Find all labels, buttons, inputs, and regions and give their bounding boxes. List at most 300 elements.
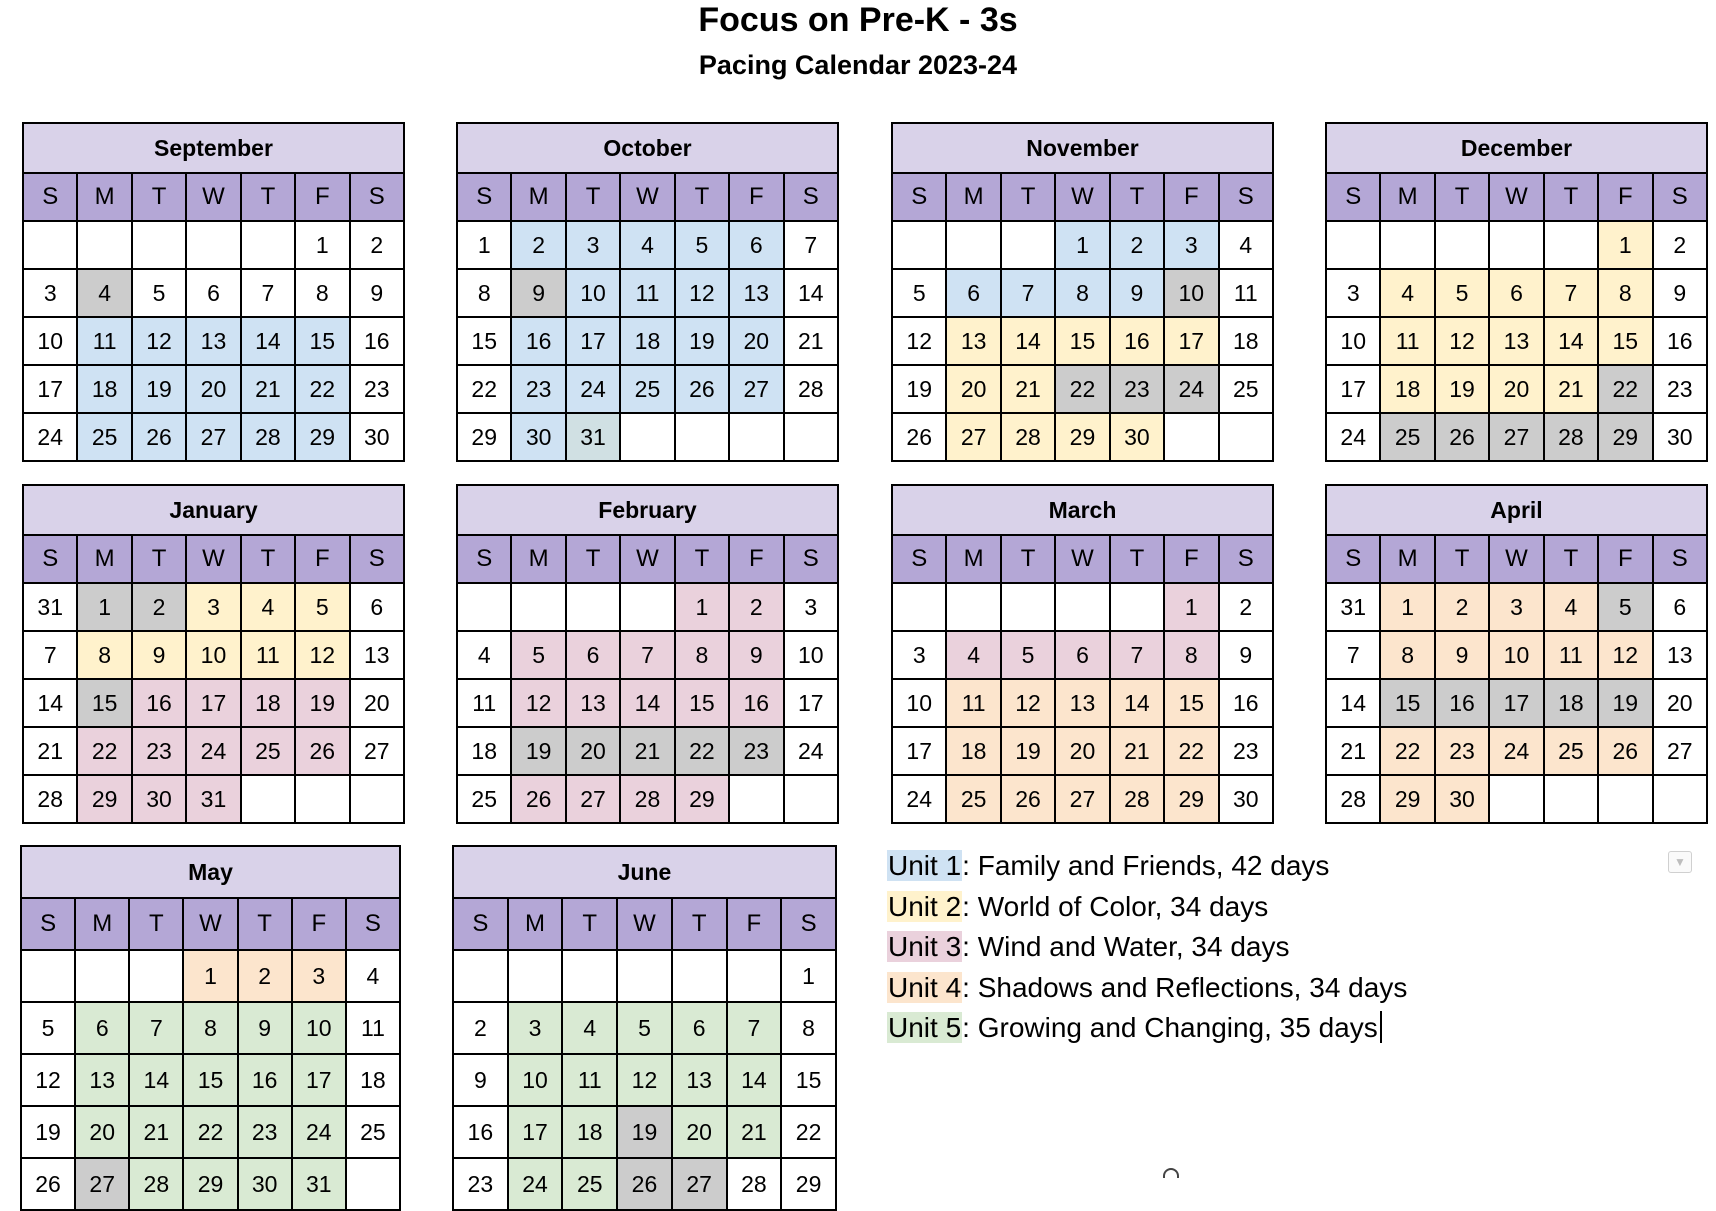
day-cell: 5 xyxy=(1001,631,1055,679)
legend-item xyxy=(887,1008,1407,1049)
day-cell: 7 xyxy=(1326,631,1380,679)
day-cell xyxy=(21,950,75,1002)
day-cell: 13 xyxy=(186,317,240,365)
month-name: June xyxy=(453,846,836,898)
weekday-header: T xyxy=(132,173,186,221)
week-row xyxy=(457,317,838,365)
weekday-header: W xyxy=(620,173,674,221)
weekday-header: S xyxy=(457,535,511,583)
day-cell xyxy=(946,221,1000,269)
day-cell xyxy=(892,221,946,269)
day-cell: 17 xyxy=(1326,365,1380,413)
day-cell: 13 xyxy=(1055,679,1109,727)
day-cell: 19 xyxy=(1001,727,1055,775)
weekday-header: S xyxy=(1653,173,1707,221)
legend-unit-label: Unit 1 xyxy=(888,850,962,881)
day-cell: 28 xyxy=(620,775,674,823)
day-cell xyxy=(241,775,295,823)
day-cell: 30 xyxy=(1653,413,1707,461)
day-cell: 6 xyxy=(729,221,783,269)
day-cell: 21 xyxy=(784,317,838,365)
day-cell: 15 xyxy=(1380,679,1434,727)
legend-item xyxy=(887,927,1407,968)
weekday-header: F xyxy=(292,898,346,950)
weekday-header: T xyxy=(675,535,729,583)
day-cell xyxy=(729,413,783,461)
day-cell: 17 xyxy=(892,727,946,775)
weekday-header: T xyxy=(672,898,727,950)
day-cell: 3 xyxy=(23,269,77,317)
chevron-down-icon[interactable]: ▼ xyxy=(1668,851,1692,873)
weekday-header: T xyxy=(1001,173,1055,221)
day-cell: 22 xyxy=(183,1106,237,1158)
weekday-header: W xyxy=(620,535,674,583)
day-cell: 16 xyxy=(1435,679,1489,727)
month-calendar xyxy=(1325,484,1708,824)
day-cell: 10 xyxy=(1164,269,1218,317)
day-cell: 5 xyxy=(675,221,729,269)
week-row xyxy=(892,365,1273,413)
day-cell xyxy=(457,583,511,631)
week-row xyxy=(1326,365,1707,413)
day-cell: 4 xyxy=(620,221,674,269)
weekday-header: T xyxy=(562,898,617,950)
legend-unit-label: Unit 5 xyxy=(888,1012,962,1043)
day-cell: 20 xyxy=(946,365,1000,413)
weekday-header: F xyxy=(729,173,783,221)
week-row xyxy=(21,1106,400,1158)
weekday-header: M xyxy=(508,898,563,950)
week-row xyxy=(457,583,838,631)
day-cell xyxy=(1489,775,1543,823)
day-cell xyxy=(946,583,1000,631)
day-cell: 17 xyxy=(1489,679,1543,727)
day-cell: 15 xyxy=(77,679,131,727)
day-cell xyxy=(1219,413,1274,461)
week-row xyxy=(453,1054,836,1106)
day-cell: 10 xyxy=(1326,317,1380,365)
day-cell: 25 xyxy=(77,413,131,461)
day-cell: 23 xyxy=(1110,365,1164,413)
day-cell: 15 xyxy=(183,1054,237,1106)
day-cell: 15 xyxy=(1598,317,1652,365)
weekday-header: F xyxy=(729,535,783,583)
day-cell: 1 xyxy=(675,583,729,631)
day-cell: 13 xyxy=(946,317,1000,365)
day-cell: 23 xyxy=(132,727,186,775)
day-cell: 25 xyxy=(946,775,1000,823)
day-cell: 7 xyxy=(129,1002,183,1054)
day-cell xyxy=(617,950,672,1002)
weekday-header: S xyxy=(1219,535,1274,583)
day-cell: 21 xyxy=(129,1106,183,1158)
day-cell: 26 xyxy=(1001,775,1055,823)
month-name: September xyxy=(23,123,404,173)
day-cell: 1 xyxy=(1598,221,1652,269)
day-cell: 18 xyxy=(346,1054,400,1106)
day-cell: 30 xyxy=(132,775,186,823)
week-row xyxy=(23,317,404,365)
day-cell: 10 xyxy=(186,631,240,679)
day-cell: 20 xyxy=(1055,727,1109,775)
day-cell: 22 xyxy=(77,727,131,775)
day-cell: 24 xyxy=(1164,365,1218,413)
day-cell: 26 xyxy=(295,727,349,775)
day-cell: 15 xyxy=(1164,679,1218,727)
day-cell: 19 xyxy=(1598,679,1652,727)
day-cell: 22 xyxy=(295,365,349,413)
legend-unit-description: : World of Color, 34 days xyxy=(962,890,1269,922)
day-cell: 8 xyxy=(77,631,131,679)
day-cell: 20 xyxy=(1653,679,1707,727)
day-cell: 4 xyxy=(946,631,1000,679)
week-row xyxy=(1326,583,1707,631)
week-row xyxy=(21,950,400,1002)
day-cell: 28 xyxy=(1544,413,1598,461)
day-cell: 17 xyxy=(508,1106,563,1158)
weekday-header: S xyxy=(453,898,508,950)
day-cell: 26 xyxy=(1435,413,1489,461)
day-cell: 10 xyxy=(23,317,77,365)
day-cell: 16 xyxy=(511,317,565,365)
day-cell: 8 xyxy=(1380,631,1434,679)
day-cell xyxy=(129,950,183,1002)
weekday-header: S xyxy=(346,898,400,950)
day-cell: 14 xyxy=(620,679,674,727)
legend-unit-description: : Family and Friends, 42 days xyxy=(962,850,1330,881)
weekday-header: T xyxy=(1001,535,1055,583)
day-cell: 3 xyxy=(186,583,240,631)
day-cell: 18 xyxy=(1544,679,1598,727)
day-cell: 29 xyxy=(77,775,131,823)
day-cell: 22 xyxy=(1055,365,1109,413)
day-cell xyxy=(1001,583,1055,631)
day-cell: 8 xyxy=(457,269,511,317)
day-cell: 7 xyxy=(241,269,295,317)
day-cell: 8 xyxy=(1598,269,1652,317)
text-cursor xyxy=(1380,1011,1382,1043)
day-cell: 6 xyxy=(1653,583,1707,631)
day-cell: 17 xyxy=(23,365,77,413)
day-cell xyxy=(350,775,405,823)
weekday-header: S xyxy=(350,535,405,583)
day-cell: 30 xyxy=(238,1158,292,1210)
day-cell: 27 xyxy=(1489,413,1543,461)
weekday-header: S xyxy=(21,898,75,950)
day-cell xyxy=(672,950,727,1002)
day-cell: 9 xyxy=(1435,631,1489,679)
weekday-header: S xyxy=(784,173,838,221)
day-cell: 2 xyxy=(1219,583,1274,631)
day-cell xyxy=(511,583,565,631)
day-cell: 11 xyxy=(1219,269,1274,317)
day-cell: 9 xyxy=(729,631,783,679)
legend-unit-description: : Wind and Water, 34 days xyxy=(962,931,1290,962)
day-cell: 16 xyxy=(238,1054,292,1106)
month-calendar xyxy=(456,122,839,462)
week-row xyxy=(23,775,404,823)
day-cell: 15 xyxy=(675,679,729,727)
day-cell: 12 xyxy=(1001,679,1055,727)
day-cell: 21 xyxy=(620,727,674,775)
day-cell: 3 xyxy=(784,583,838,631)
day-cell: 21 xyxy=(727,1106,782,1158)
day-cell: 18 xyxy=(241,679,295,727)
weekday-header: T xyxy=(675,173,729,221)
day-cell: 5 xyxy=(892,269,946,317)
day-cell xyxy=(1489,221,1543,269)
day-cell: 10 xyxy=(892,679,946,727)
day-cell: 2 xyxy=(132,583,186,631)
weekday-header: S xyxy=(350,173,404,221)
week-row xyxy=(457,679,838,727)
weekday-header: T xyxy=(238,898,292,950)
weekday-header: M xyxy=(511,535,565,583)
legend-item xyxy=(887,887,1407,928)
day-cell: 6 xyxy=(566,631,620,679)
day-cell xyxy=(1110,583,1164,631)
day-cell: 30 xyxy=(1110,413,1164,461)
day-cell: 10 xyxy=(508,1054,563,1106)
day-cell: 5 xyxy=(21,1002,75,1054)
day-cell xyxy=(346,1158,400,1210)
day-cell: 7 xyxy=(727,1002,782,1054)
weekday-header: W xyxy=(186,535,240,583)
day-cell: 22 xyxy=(781,1106,836,1158)
day-cell xyxy=(241,221,295,269)
week-row xyxy=(453,1158,836,1210)
day-cell xyxy=(75,950,129,1002)
day-cell: 2 xyxy=(1435,583,1489,631)
day-cell: 22 xyxy=(457,365,511,413)
day-cell: 25 xyxy=(562,1158,617,1210)
day-cell: 18 xyxy=(77,365,131,413)
day-cell: 8 xyxy=(1164,631,1218,679)
unit-legend[interactable] xyxy=(887,846,1407,1049)
week-row xyxy=(457,269,838,317)
day-cell: 1 xyxy=(1055,221,1109,269)
day-cell: 8 xyxy=(183,1002,237,1054)
day-cell: 31 xyxy=(23,583,77,631)
week-row xyxy=(23,221,404,269)
month-calendar xyxy=(20,845,401,1211)
day-cell: 3 xyxy=(508,1002,563,1054)
day-cell: 27 xyxy=(566,775,620,823)
day-cell xyxy=(1001,221,1055,269)
day-cell: 13 xyxy=(350,631,405,679)
weekday-header: W xyxy=(1489,173,1543,221)
day-cell: 18 xyxy=(1219,317,1274,365)
day-cell xyxy=(1055,583,1109,631)
weekday-header: S xyxy=(892,173,946,221)
weekday-header: M xyxy=(77,173,131,221)
page-subtitle: Pacing Calendar 2023-24 xyxy=(698,50,1018,80)
day-cell: 17 xyxy=(1164,317,1218,365)
day-cell: 7 xyxy=(23,631,77,679)
day-cell: 18 xyxy=(562,1106,617,1158)
weekday-header: T xyxy=(566,173,620,221)
weekday-header: T xyxy=(1544,535,1598,583)
day-cell: 16 xyxy=(453,1106,508,1158)
day-cell: 5 xyxy=(295,583,349,631)
day-cell: 24 xyxy=(508,1158,563,1210)
day-cell: 14 xyxy=(1110,679,1164,727)
day-cell: 14 xyxy=(1544,317,1598,365)
day-cell: 29 xyxy=(183,1158,237,1210)
day-cell: 13 xyxy=(1489,317,1543,365)
day-cell xyxy=(186,221,240,269)
day-cell: 18 xyxy=(457,727,511,775)
week-row xyxy=(21,1002,400,1054)
week-row xyxy=(23,679,404,727)
day-cell: 19 xyxy=(892,365,946,413)
day-cell: 21 xyxy=(1110,727,1164,775)
day-cell: 21 xyxy=(1544,365,1598,413)
week-row xyxy=(892,221,1273,269)
day-cell: 24 xyxy=(1489,727,1543,775)
week-row xyxy=(23,727,404,775)
day-cell: 6 xyxy=(1055,631,1109,679)
week-row xyxy=(1326,413,1707,461)
day-cell: 14 xyxy=(1326,679,1380,727)
day-cell: 9 xyxy=(1110,269,1164,317)
week-row xyxy=(457,631,838,679)
day-cell: 3 xyxy=(892,631,946,679)
day-cell: 13 xyxy=(1653,631,1707,679)
day-cell xyxy=(784,413,838,461)
month-name: December xyxy=(1326,123,1707,173)
day-cell: 12 xyxy=(295,631,349,679)
day-cell: 12 xyxy=(1435,317,1489,365)
month-calendar xyxy=(452,845,837,1211)
weekday-header: T xyxy=(132,535,186,583)
day-cell: 20 xyxy=(566,727,620,775)
day-cell xyxy=(620,413,674,461)
day-cell xyxy=(132,221,186,269)
day-cell: 28 xyxy=(23,775,77,823)
day-cell: 3 xyxy=(566,221,620,269)
week-row xyxy=(1326,775,1707,823)
day-cell: 2 xyxy=(350,221,404,269)
weekday-header: F xyxy=(1598,173,1652,221)
day-cell: 3 xyxy=(292,950,346,1002)
day-cell: 8 xyxy=(1055,269,1109,317)
day-cell: 31 xyxy=(1326,583,1380,631)
day-cell: 8 xyxy=(781,1002,836,1054)
month-calendar xyxy=(891,122,1274,462)
day-cell: 29 xyxy=(1164,775,1218,823)
day-cell: 22 xyxy=(1598,365,1652,413)
day-cell: 7 xyxy=(784,221,838,269)
day-cell: 26 xyxy=(511,775,565,823)
day-cell: 25 xyxy=(1544,727,1598,775)
weekday-header: T xyxy=(1435,173,1489,221)
day-cell: 8 xyxy=(295,269,349,317)
week-row xyxy=(1326,631,1707,679)
day-cell: 28 xyxy=(129,1158,183,1210)
day-cell xyxy=(1435,221,1489,269)
weekday-header: T xyxy=(241,173,295,221)
day-cell: 15 xyxy=(781,1054,836,1106)
week-row xyxy=(23,365,404,413)
day-cell: 20 xyxy=(350,679,405,727)
weekday-header: M xyxy=(75,898,129,950)
month-name: January xyxy=(23,485,404,535)
day-cell: 29 xyxy=(781,1158,836,1210)
week-row xyxy=(23,583,404,631)
weekday-header: M xyxy=(1380,535,1434,583)
day-cell: 24 xyxy=(1326,413,1380,461)
day-cell xyxy=(675,413,729,461)
week-row xyxy=(23,413,404,461)
day-cell: 19 xyxy=(21,1106,75,1158)
day-cell xyxy=(1544,221,1598,269)
day-cell: 24 xyxy=(292,1106,346,1158)
day-cell: 26 xyxy=(892,413,946,461)
month-calendar xyxy=(891,484,1274,824)
day-cell xyxy=(1544,775,1598,823)
day-cell: 2 xyxy=(511,221,565,269)
day-cell: 19 xyxy=(295,679,349,727)
day-cell xyxy=(1326,221,1380,269)
day-cell: 12 xyxy=(892,317,946,365)
day-cell: 10 xyxy=(1489,631,1543,679)
day-cell: 23 xyxy=(1653,365,1707,413)
day-cell: 7 xyxy=(1001,269,1055,317)
day-cell xyxy=(620,583,674,631)
month-calendar xyxy=(1325,122,1708,462)
day-cell: 20 xyxy=(186,365,240,413)
day-cell: 4 xyxy=(1544,583,1598,631)
day-cell xyxy=(1653,775,1707,823)
day-cell: 30 xyxy=(1435,775,1489,823)
day-cell xyxy=(566,583,620,631)
legend-unit-label: Unit 2 xyxy=(888,890,962,922)
legend-item xyxy=(887,968,1407,1009)
day-cell: 6 xyxy=(75,1002,129,1054)
week-row xyxy=(457,365,838,413)
day-cell: 14 xyxy=(23,679,77,727)
day-cell xyxy=(77,221,131,269)
weekday-header: S xyxy=(1326,535,1380,583)
weekday-header: W xyxy=(1055,173,1109,221)
weekday-header: F xyxy=(1164,173,1218,221)
day-cell: 9 xyxy=(132,631,186,679)
day-cell: 2 xyxy=(238,950,292,1002)
day-cell: 29 xyxy=(1380,775,1434,823)
day-cell: 11 xyxy=(1380,317,1434,365)
day-cell: 29 xyxy=(457,413,511,461)
day-cell xyxy=(727,950,782,1002)
day-cell: 18 xyxy=(620,317,674,365)
week-row xyxy=(457,727,838,775)
day-cell: 22 xyxy=(1380,727,1434,775)
day-cell: 11 xyxy=(457,679,511,727)
day-cell: 30 xyxy=(350,413,404,461)
day-cell: 25 xyxy=(620,365,674,413)
day-cell xyxy=(453,950,508,1002)
week-row xyxy=(1326,679,1707,727)
day-cell xyxy=(729,775,783,823)
day-cell: 13 xyxy=(566,679,620,727)
day-cell: 15 xyxy=(1055,317,1109,365)
weekday-header: M xyxy=(946,535,1000,583)
day-cell: 8 xyxy=(675,631,729,679)
week-row xyxy=(23,269,404,317)
day-cell xyxy=(295,775,349,823)
weekday-header: M xyxy=(511,173,565,221)
day-cell: 23 xyxy=(729,727,783,775)
